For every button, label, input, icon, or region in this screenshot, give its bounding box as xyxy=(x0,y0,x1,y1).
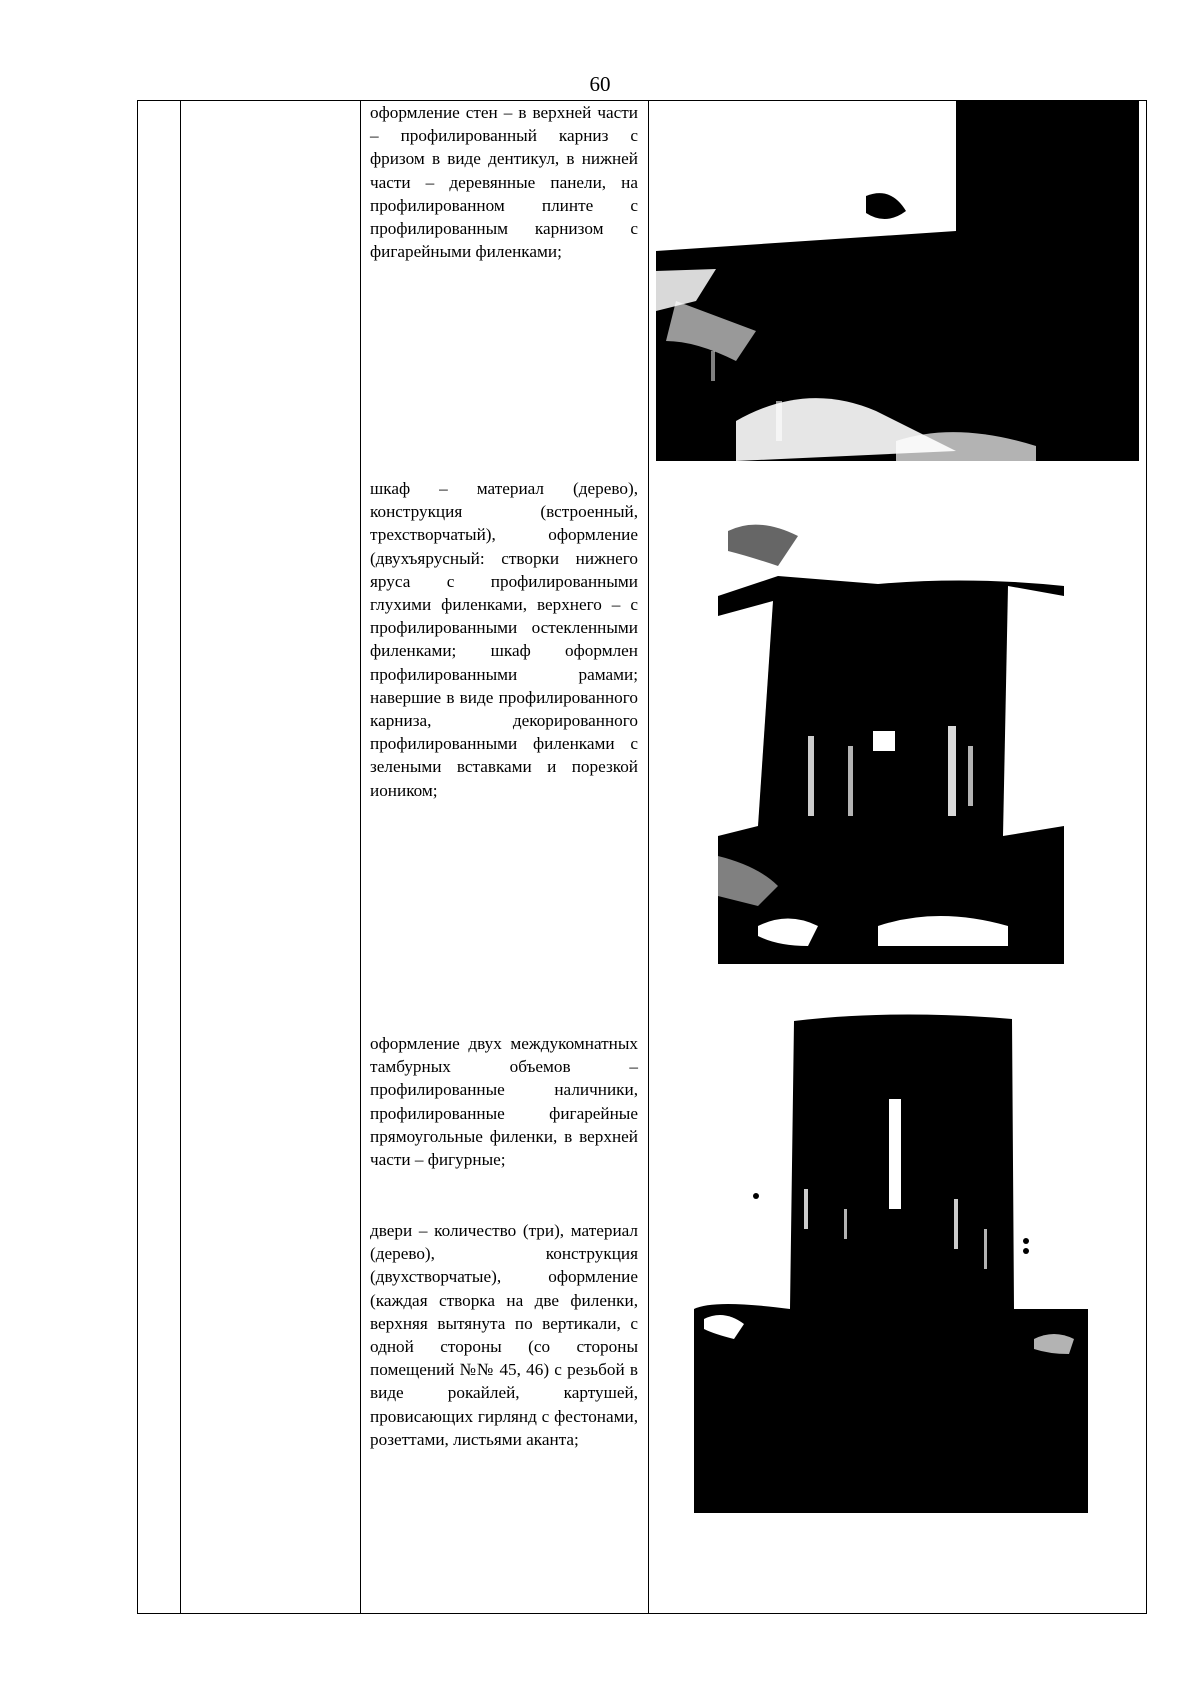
column-divider xyxy=(180,101,181,1613)
photo-cabinet xyxy=(718,506,1064,964)
description-doors: двери – количество (три), материал (дерево), конструкция (двухстворчатые), оформление (каждая створка на две филенки, верхняя вытянута по вертикали, с одной стороны (со стороны помещений №№ 45, 46) с резьбой в виде рокайлей, картушей, провисающих гирлянд с фестонами, розеттами, листьями аканта; xyxy=(370,1221,638,1449)
column-divider xyxy=(648,101,649,1613)
photo-door xyxy=(694,1009,1088,1513)
description-wall-decoration: оформление стен – в верхней части – профилированный карниз с фризом в виде дентикул, в нижней части – деревянные панели, на профилированном плинте с профилированным карнизом с фигарейными филенками; xyxy=(370,103,638,262)
page-number: 60 xyxy=(589,72,611,96)
description-cabinet: шкаф – материал (дерево), конструкция (встроенный, трехстворчатый), оформление (двухъярусный: створки нижнего яруса с профилированными глухими филенками, верхнего – с профилированными остекленными филенками; шкаф оформлен профилированными рамами; навершие в виде профилированного карниза, декорированного профилированными филенками с зелеными вставками и порезкой иоником; xyxy=(370,479,638,800)
column-divider xyxy=(360,101,361,1613)
photo-wall-decoration xyxy=(656,101,1139,461)
description-vestibules: оформление двух междукомнатных тамбурных объемов – профилированные наличники, профилированные фигарейные прямоугольные филенки, в верхней части – фигурные; xyxy=(370,1034,638,1170)
